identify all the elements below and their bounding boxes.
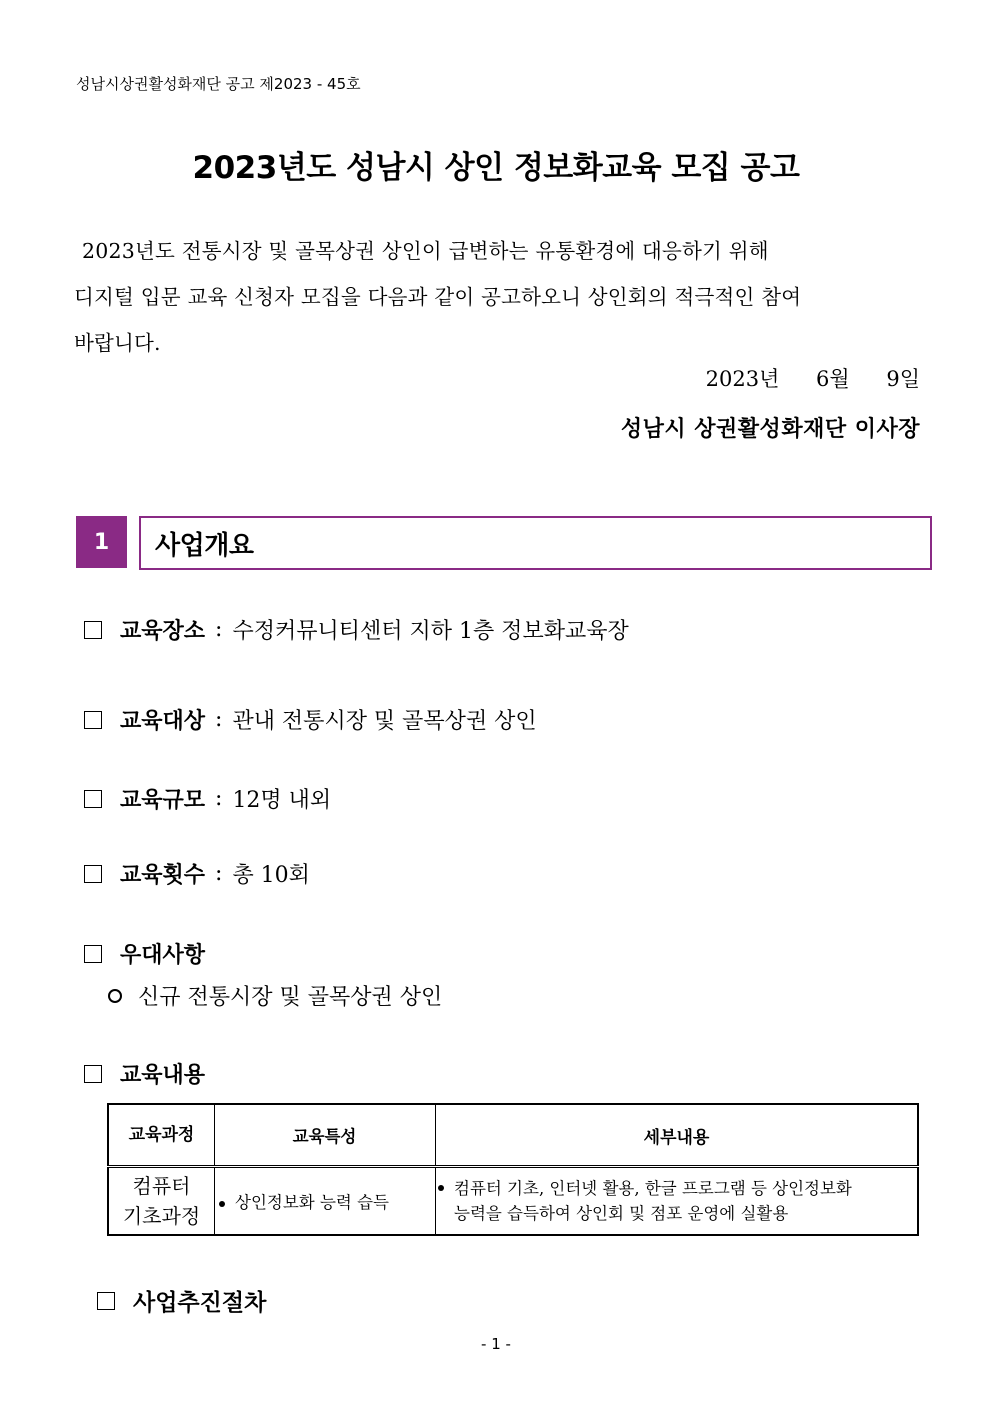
column-header: 세부내용 <box>436 1104 919 1167</box>
intro-line: 바랍니다. <box>74 331 161 355</box>
item-label: 교육규모 <box>120 787 206 813</box>
detail-cell <box>436 1167 919 1236</box>
checkbox-square-icon <box>84 945 102 963</box>
item-scale <box>84 783 331 814</box>
table-header-row <box>108 1104 918 1167</box>
colon-separator: : <box>215 707 223 732</box>
column-header: 교육특성 <box>215 1104 436 1167</box>
section-title-box <box>139 516 932 570</box>
item-value: 12명 내외 <box>232 788 332 813</box>
intro-line: 디지털 입문 교육 신청자 모집을 다음과 같이 공고하오니 상인회의 적극적인 참여 <box>74 285 802 309</box>
page-number: - 1 - <box>481 1335 511 1353</box>
feature-cell <box>215 1167 436 1236</box>
item-place <box>84 614 629 645</box>
subitem-text: 신규 전통시장 및 골목상권 상인 <box>138 985 443 1010</box>
course-line: 기초과정 <box>122 1204 201 1228</box>
bullet-icon <box>438 1185 444 1191</box>
checkbox-square-icon <box>84 711 102 729</box>
checkbox-square-icon <box>84 1065 102 1083</box>
feature-text: 상인정보화 능력 습득 <box>235 1193 389 1212</box>
item-content <box>84 1058 205 1089</box>
colon-separator: : <box>215 617 223 642</box>
preference-subitem <box>108 980 442 1011</box>
item-value: 수정커뮤니티센터 지하 1층 정보화교육장 <box>232 619 629 644</box>
notice-date: 2023년 6월 9일 <box>705 367 920 391</box>
circle-bullet-icon <box>108 989 122 1003</box>
item-label: 사업추진절차 <box>133 1289 267 1316</box>
item-value: 관내 전통시장 및 골목상권 상인 <box>232 709 537 734</box>
item-target <box>84 704 537 735</box>
checkbox-square-icon <box>84 790 102 808</box>
item-procedure <box>97 1284 266 1317</box>
section-number-badge: 1 <box>76 516 127 568</box>
detail-line: 컴퓨터 기초, 인터넷 활용, 한글 프로그램 등 상인정보화 <box>454 1179 852 1198</box>
course-cell <box>108 1167 215 1236</box>
item-label: 교육대상 <box>120 708 206 734</box>
item-label: 우대사항 <box>120 942 206 968</box>
item-label: 교육내용 <box>120 1062 206 1088</box>
checkbox-square-icon <box>84 621 102 639</box>
intro-paragraph <box>74 228 920 366</box>
checkbox-square-icon <box>84 865 102 883</box>
notice-number: 성남시상권활성화재단 공고 제2023 - 45호 <box>76 75 361 93</box>
detail-line: 능력을 습득하여 상인회 및 점포 운영에 실활용 <box>454 1204 789 1223</box>
course-line: 컴퓨터 <box>132 1174 191 1198</box>
checkbox-square-icon <box>97 1292 115 1310</box>
colon-separator: : <box>215 786 223 811</box>
issuer: 성남시 상권활성화재단 이사장 <box>620 416 920 442</box>
table-row <box>108 1167 918 1236</box>
bullet-icon <box>219 1201 225 1207</box>
item-preference <box>84 938 205 969</box>
section-title: 사업개요 <box>155 530 254 561</box>
item-label: 교육횟수 <box>120 862 206 888</box>
colon-separator: : <box>215 861 223 886</box>
education-table <box>107 1103 919 1236</box>
item-value: 총 10회 <box>232 863 310 888</box>
intro-line: 2023년도 전통시장 및 골목상권 상인이 급변하는 유통환경에 대응하기 위해 <box>82 239 769 263</box>
column-header: 교육과정 <box>108 1104 215 1167</box>
document-title: 2023년도 성남시 상인 정보화교육 모집 공고 <box>192 150 800 186</box>
item-label: 교육장소 <box>120 618 206 644</box>
item-count <box>84 858 310 889</box>
